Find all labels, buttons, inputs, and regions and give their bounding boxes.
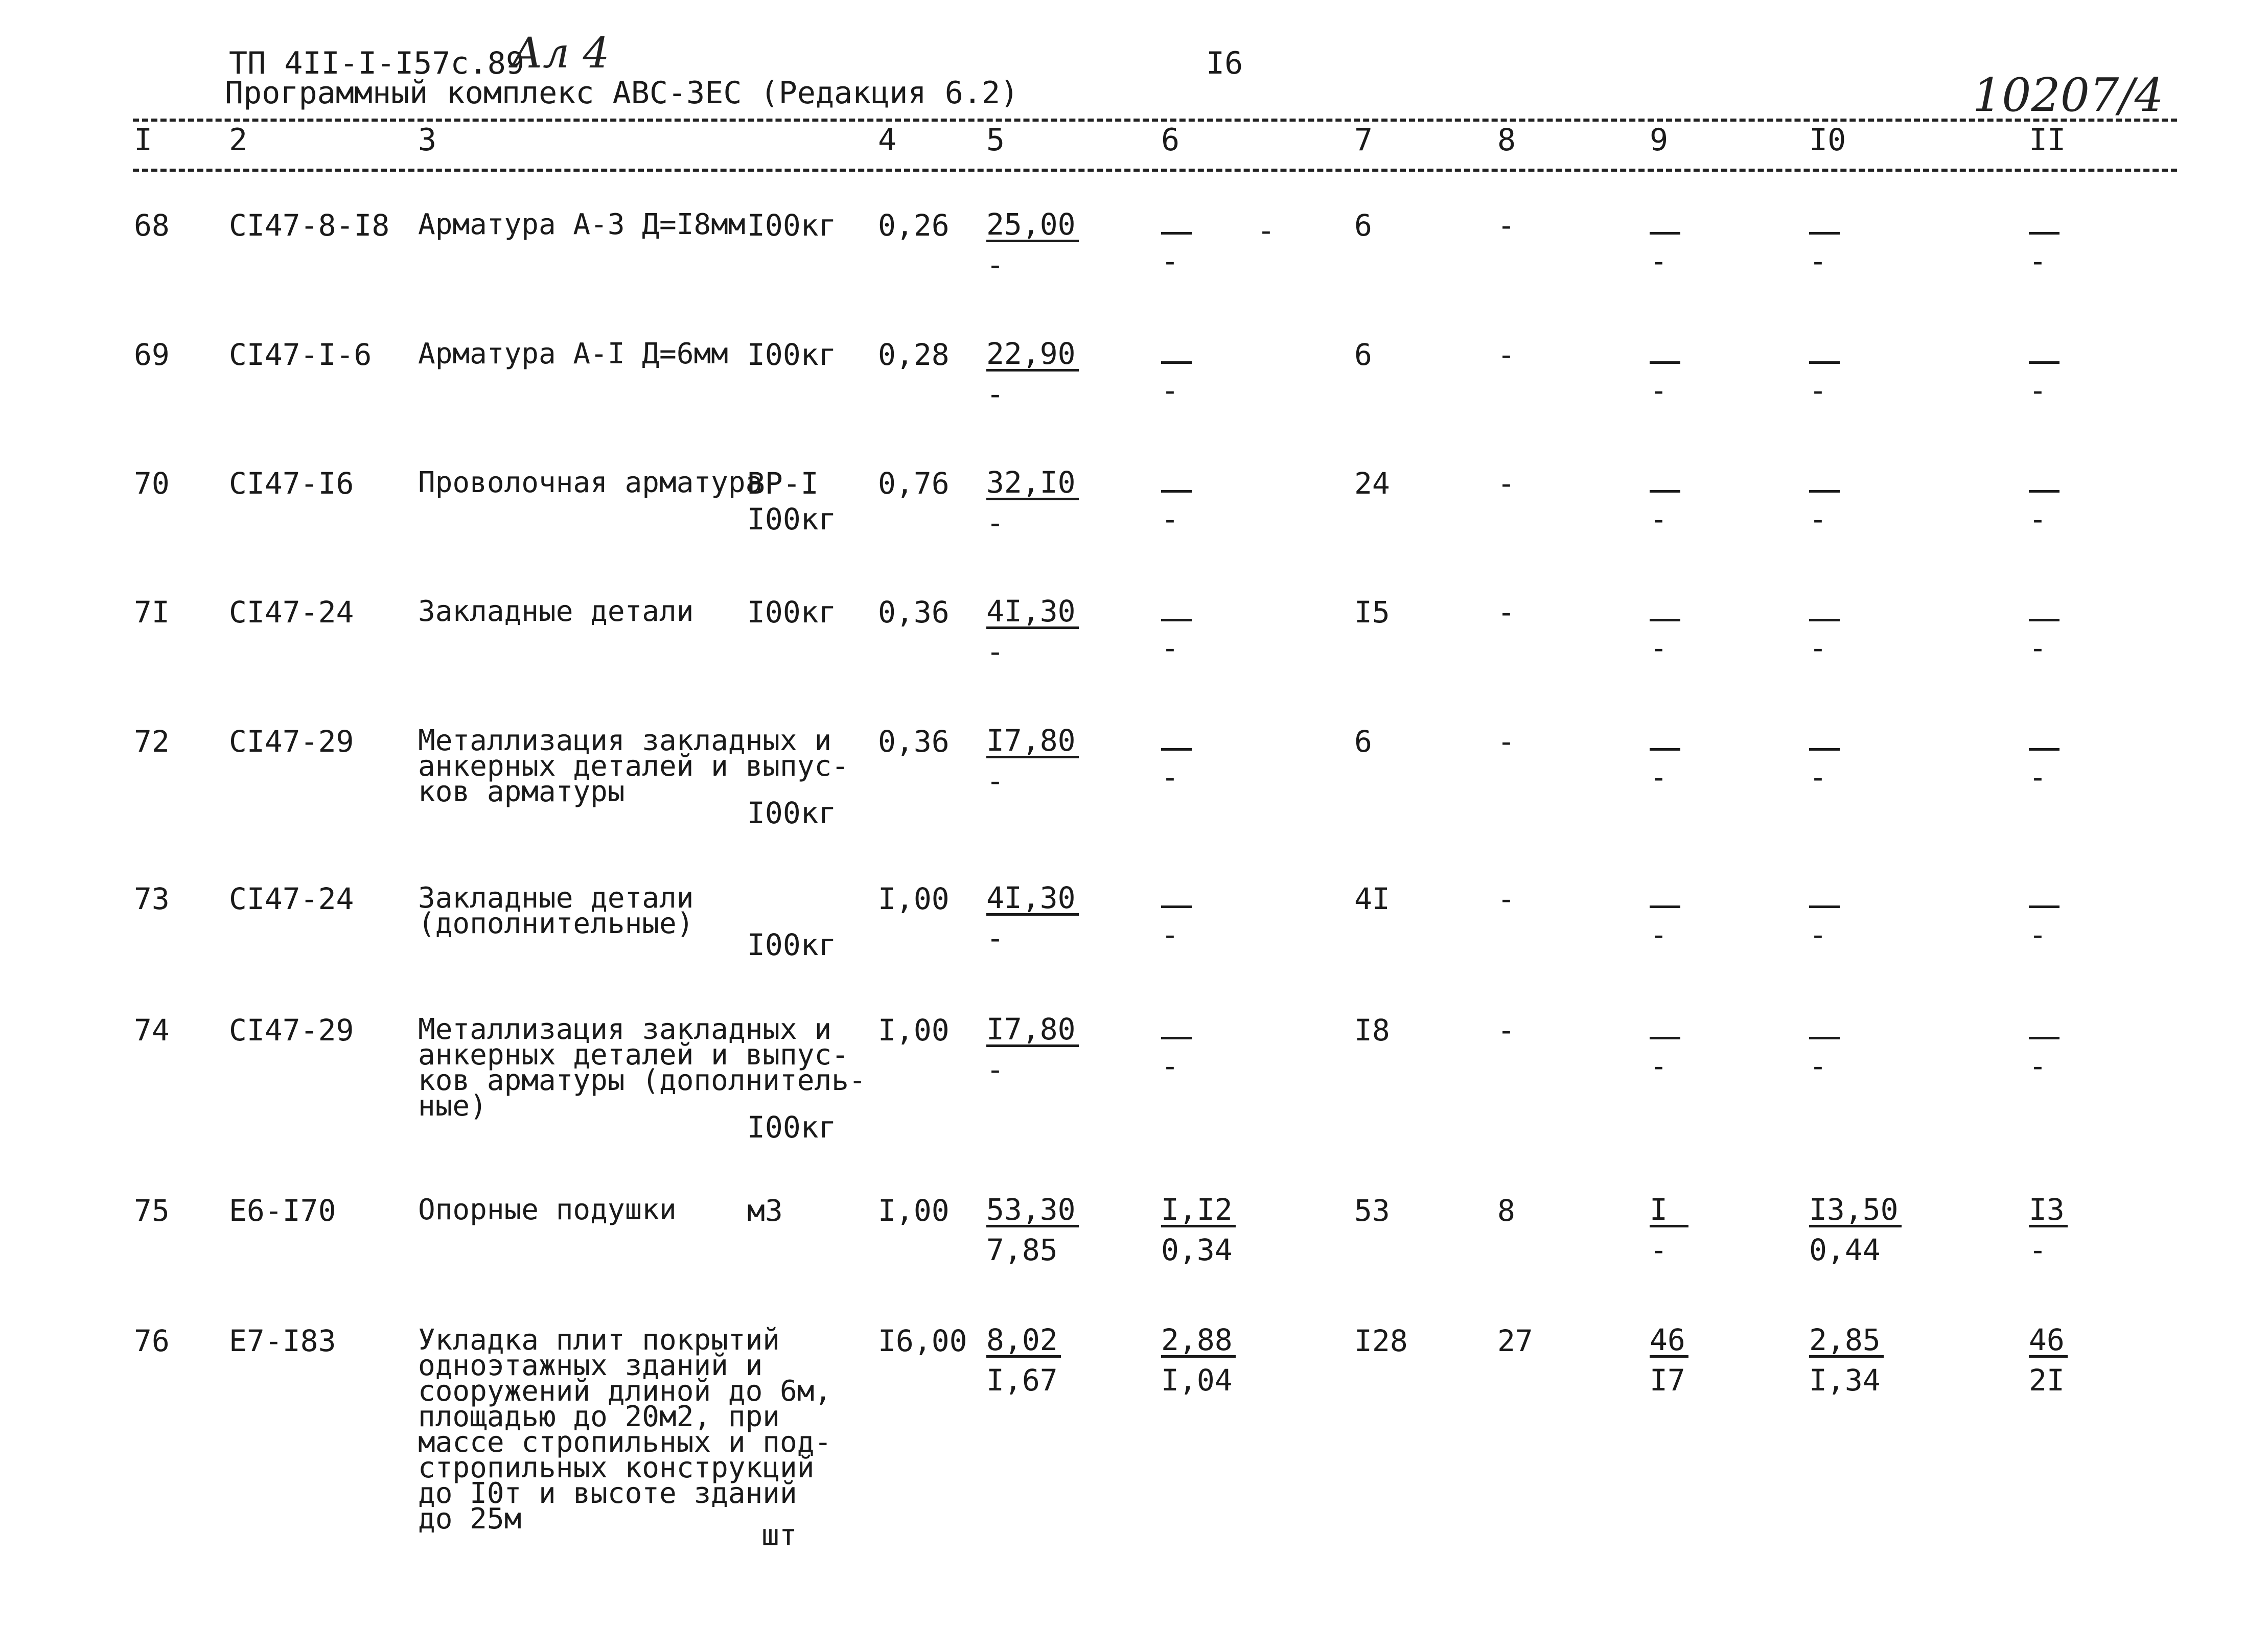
wage-cost [1161,1192,1236,1267]
unit-cost [986,1012,1079,1087]
wage-cost [1161,1322,1236,1398]
quantity: 0,28 [878,337,950,372]
column-header-1: I [134,122,153,158]
unit-cost [986,723,1079,798]
column-header-4: 4 [878,122,897,158]
total-wage: - [1497,881,1515,916]
labor-per-unit-top: 2,85 [1809,1326,1884,1358]
item-code: CI47-29 [229,1013,354,1048]
labor-per-unit-top [1809,598,1840,621]
total-cost: 24 [1354,466,1390,501]
labor-per-unit [1809,468,1840,537]
labor-per-unit [1809,1015,1840,1083]
labor-total-top [2029,470,2059,493]
machine-cost-top [1650,470,1680,493]
unit-cost [986,336,1079,411]
column-header-8: 8 [1497,122,1516,158]
description-line: площадью до 20м2, при [418,1400,780,1433]
description-line: Укладка плит покрытий [418,1323,780,1357]
description-line: анкерных деталей и выпус- [418,750,849,783]
machine-cost-top [1650,341,1680,364]
unit: I00кг [747,796,837,830]
work-description [418,881,694,940]
labor-per-unit-bottom: - [1809,373,1827,408]
wage-cost-bottom: - [1161,917,1179,952]
total-cost: 53 [1354,1193,1390,1228]
machine-cost-bottom: - [1650,502,1668,537]
column-header-10: I0 [1809,122,1846,158]
labor-total-bottom: - [2029,244,2047,278]
description-line: до 25м [418,1502,522,1536]
wage-cost-top [1161,728,1192,751]
labor-per-unit-bottom: - [1809,917,1827,952]
machine-cost-top [1650,885,1680,908]
handwritten-doc-number: 10207/4 [1973,68,2164,122]
labor-total [2029,597,2059,665]
labor-total-top: I3 [2029,1195,2068,1227]
wage-cost-bottom: - [1161,373,1179,408]
labor-total [2029,339,2059,408]
unit-cost-top: I7,80 [986,1015,1079,1047]
total-cost: 6 [1354,208,1372,243]
wage-cost-bottom: - [1161,760,1179,795]
unit: I00кг [747,595,837,630]
labor-total [2029,468,2059,537]
machine-cost [1650,726,1680,795]
labor-per-unit [1809,884,1840,952]
machine-cost-bottom: - [1650,917,1668,952]
wage-cost-top: I,I2 [1161,1195,1236,1227]
description-line: Закладные детали [418,881,694,915]
wage-cost-bottom: - [1161,1049,1179,1083]
column-header-11: II [2029,122,2066,158]
labor-per-unit-bottom: - [1809,1049,1827,1083]
total-wage: - [1497,466,1515,501]
labor-total-top [2029,341,2059,364]
description-line: Проволочная арматура [418,466,763,499]
column-header-5: 5 [986,122,1005,158]
machine-cost [1650,597,1680,665]
unit-cost-top: 25,00 [986,210,1079,242]
labor-total-top [2029,1016,2059,1039]
column-header-2: 2 [229,122,248,158]
unit-cost-bottom: - [986,247,1004,282]
labor-per-unit-bottom: - [1809,760,1827,795]
labor-total-bottom: 2I [2029,1363,2065,1398]
wage-cost-top [1161,341,1192,364]
unit: I00кг [747,1110,837,1145]
unit-cost [986,880,1079,956]
labor-per-unit-top [1809,212,1840,235]
wage-cost [1161,726,1192,795]
work-description [418,595,694,628]
description-line: Арматура А-3 Д=I8мм [418,208,746,241]
machine-cost-top: I [1650,1195,1688,1227]
doc-code: ТП 4II-I-I57с.89 [229,45,524,81]
wage-cost-top [1161,212,1192,235]
quantity: 0,26 [878,208,950,243]
unit-cost-top: 4I,30 [986,884,1079,916]
labor-per-unit-top [1809,1016,1840,1039]
quantity: 0,36 [878,595,950,630]
item-code: CI47-I-6 [229,337,372,372]
machine-cost [1650,1322,1688,1398]
total-cost: 4I [1354,881,1390,916]
labor-total-bottom: - [2029,917,2047,952]
machine-cost [1650,468,1680,537]
description-line: (дополнительные) [418,907,694,940]
description-line: до I0т и высоте зданий [418,1477,797,1510]
wage-cost [1161,884,1192,952]
row-number: 72 [134,724,170,759]
column-header-3: 3 [418,122,437,158]
total-wage: 27 [1497,1323,1533,1358]
machine-cost-top [1650,212,1680,235]
machine-cost [1650,884,1680,952]
labor-total-top [2029,598,2059,621]
description-line: ные) [418,1089,487,1123]
row-number: 69 [134,337,170,372]
unit: I00кг [747,208,837,243]
item-code: CI47-29 [229,724,354,759]
item-code: E7-I83 [229,1323,336,1358]
machine-cost [1650,1192,1688,1267]
wage-cost-bottom: - [1161,244,1179,278]
wage-cost-top: 2,88 [1161,1326,1236,1358]
machine-cost-bottom: - [1650,1049,1668,1083]
column-header-7: 7 [1354,122,1373,158]
column-header-6: 6 [1161,122,1180,158]
unit-cost-top: 4I,30 [986,597,1079,629]
description-line: одноэтажных зданий и [418,1349,763,1382]
quantity: 0,36 [878,724,950,759]
machine-cost-bottom: - [1650,631,1668,665]
total-cost: I5 [1354,595,1390,630]
row-number: 68 [134,208,170,243]
labor-total-top [2029,212,2059,235]
wage-cost-top [1161,885,1192,908]
labor-total [2029,1322,2068,1398]
work-description [418,208,746,241]
page-number: I6 [1206,45,1243,81]
labor-per-unit-bottom: - [1809,631,1827,665]
wage-cost-top [1161,1016,1192,1039]
unit-cost-top: I7,80 [986,726,1079,758]
header-rule-bottom [133,169,2177,172]
labor-total-top [2029,885,2059,908]
item-code: CI47-24 [229,881,354,916]
description-line: Металлизация закладных и [418,1013,832,1046]
work-description [418,466,763,499]
description-line: массе стропильных и под- [418,1426,832,1459]
machine-cost-bottom: I7 [1650,1363,1685,1398]
unit-prefix: ВР-I [747,466,819,501]
row-number: 7I [134,595,170,630]
item-code: CI47-8-I8 [229,208,390,243]
labor-total-top: 46 [2029,1326,2068,1358]
labor-per-unit-bottom: - [1809,244,1827,278]
machine-cost-bottom: - [1650,760,1668,795]
total-cost: I8 [1354,1013,1390,1048]
wage-cost-top [1161,598,1192,621]
labor-per-unit [1809,726,1840,795]
unit-cost-top: 32,I0 [986,468,1079,500]
wage-cost-bottom: - [1161,502,1179,537]
unit-cost-bottom: - [986,763,1004,798]
unit: шт [761,1518,797,1552]
total-cost: 6 [1354,337,1372,372]
labor-total-bottom: - [2029,631,2047,665]
wage-cost [1161,597,1192,665]
labor-per-unit-bottom: - [1809,502,1827,537]
total-cost: 6 [1354,724,1372,759]
unit-cost-top: 53,30 [986,1195,1079,1227]
labor-per-unit [1809,210,1840,278]
description-line: Металлизация закладных и [418,724,832,757]
extra-dash: - [1257,213,1275,248]
wage-cost-bottom: - [1161,631,1179,665]
header-rule-top [133,119,2177,122]
description-line: ков арматуры (дополнитель- [418,1064,866,1097]
labor-total-bottom: - [2029,1233,2047,1267]
unit-cost [986,207,1079,282]
machine-cost [1650,339,1680,408]
description-line: ков арматуры [418,775,625,808]
unit-cost-bottom: 7,85 [986,1233,1058,1267]
quantity: I,00 [878,1013,950,1048]
labor-per-unit-top [1809,341,1840,364]
labor-total-top [2029,728,2059,751]
machine-cost-top: 46 [1650,1326,1688,1358]
wage-cost [1161,339,1192,408]
unit-cost [986,594,1079,669]
quantity: I,00 [878,881,950,916]
labor-per-unit [1809,339,1840,408]
row-number: 73 [134,881,170,916]
unit-cost-bottom: I,67 [986,1363,1058,1398]
description-line: сооружений длиной до 6м, [418,1375,832,1408]
labor-total [2029,210,2059,278]
column-header-9: 9 [1650,122,1669,158]
unit: I00кг [747,927,837,962]
work-description [418,337,728,370]
labor-per-unit [1809,1192,1902,1267]
unit-cost-bottom: - [986,1052,1004,1087]
row-number: 74 [134,1013,170,1048]
wage-cost [1161,1015,1192,1083]
machine-cost-bottom: - [1650,1233,1668,1267]
work-description [418,1193,677,1226]
description-line: Закладные детали [418,595,694,628]
total-wage: - [1497,595,1515,630]
quantity: I6,00 [878,1323,967,1358]
item-code: CI47-24 [229,595,354,630]
wage-cost [1161,210,1192,278]
machine-cost [1650,210,1680,278]
wage-cost [1161,468,1192,537]
labor-per-unit-top [1809,470,1840,493]
total-wage: - [1497,1013,1515,1048]
labor-per-unit-top [1809,728,1840,751]
labor-total-bottom: - [2029,1049,2047,1083]
labor-total-bottom: - [2029,760,2047,795]
wage-cost-top [1161,470,1192,493]
labor-total-bottom: - [2029,502,2047,537]
unit: I00кг [747,337,837,372]
work-description [418,1013,866,1123]
labor-total [2029,1192,2068,1267]
unit-cost-top: 22,90 [986,339,1079,371]
wage-cost-bottom: I,04 [1161,1363,1233,1398]
labor-total-bottom: - [2029,373,2047,408]
description-line: анкерных деталей и выпус- [418,1038,849,1072]
labor-total [2029,1015,2059,1083]
quantity: 0,76 [878,466,950,501]
unit-cost [986,1192,1079,1267]
unit-cost-bottom: - [986,921,1004,956]
labor-per-unit-top: I3,50 [1809,1195,1902,1227]
total-cost: I28 [1354,1323,1408,1358]
quantity: I,00 [878,1193,950,1228]
unit-cost-bottom: - [986,505,1004,540]
item-code: E6-I70 [229,1193,336,1228]
unit-cost [986,1322,1061,1398]
labor-per-unit [1809,1322,1884,1398]
item-code: CI47-I6 [229,466,354,501]
unit-cost-bottom: - [986,377,1004,411]
row-number: 76 [134,1323,170,1358]
machine-cost-top [1650,1016,1680,1039]
machine-cost-top [1650,728,1680,751]
total-wage: 8 [1497,1193,1515,1228]
description-line: стропильных конструкций [418,1451,815,1484]
labor-per-unit-bottom: 0,44 [1809,1233,1881,1267]
labor-per-unit-top [1809,885,1840,908]
unit-cost [986,465,1079,540]
machine-cost [1650,1015,1680,1083]
total-wage: - [1497,337,1515,372]
description-line: Арматура А-I Д=6мм [418,337,728,370]
labor-total [2029,726,2059,795]
row-number: 70 [134,466,170,501]
work-description [418,724,849,808]
unit: I00кг [747,502,837,537]
unit-cost-bottom: - [986,634,1004,669]
row-number: 75 [134,1193,170,1228]
labor-per-unit [1809,597,1840,665]
machine-cost-bottom: - [1650,373,1668,408]
program-title: Программный комплекс АВС-3ЕС (Редакция 6.2) [225,75,1019,111]
unit: м3 [747,1193,783,1228]
handwritten-sheet-note: Ал 4 [511,29,610,78]
unit-cost-top: 8,02 [986,1326,1061,1358]
total-wage: - [1497,724,1515,759]
labor-total [2029,884,2059,952]
machine-cost-top [1650,598,1680,621]
description-line: Опорные подушки [418,1193,677,1226]
labor-per-unit-bottom: I,34 [1809,1363,1881,1398]
machine-cost-bottom: - [1650,244,1668,278]
wage-cost-bottom: 0,34 [1161,1233,1233,1267]
total-wage: - [1497,208,1515,243]
